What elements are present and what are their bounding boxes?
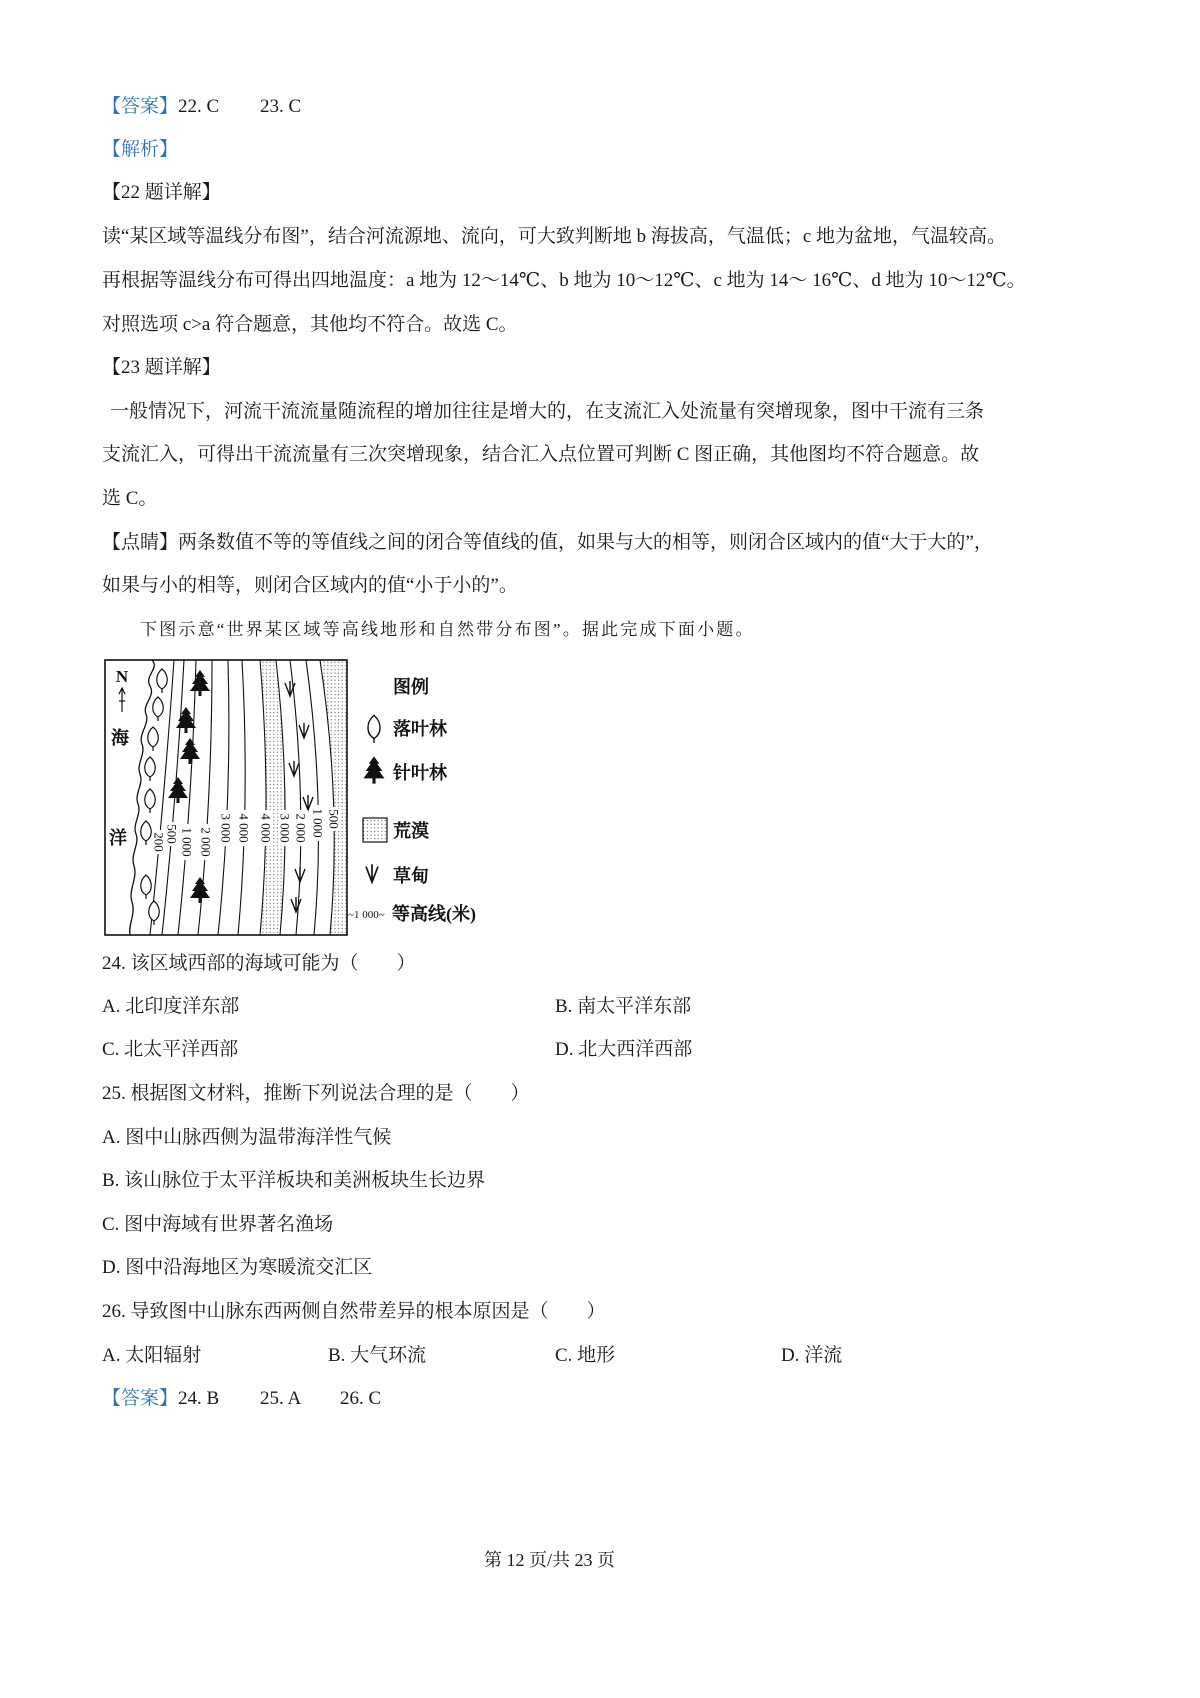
contour-label: 4 000 — [236, 813, 252, 843]
contour-label: 200 — [151, 832, 167, 852]
contour-line — [238, 660, 245, 935]
north-arrow-icon — [119, 688, 125, 712]
answer-label: 【答案】 — [102, 96, 179, 117]
contour-label: 2 000 — [293, 813, 309, 843]
contour-label: 4 000 — [258, 813, 274, 843]
sea-label: 海 — [111, 728, 129, 748]
coniferous-forest-icon — [168, 777, 188, 803]
question-stem: 26. 导致图中山脉东西两侧自然带差异的根本原因是（ ） — [102, 1301, 606, 1322]
legend-label: 等高线(米) — [392, 904, 476, 924]
q22-heading: 【22 题详解】 — [102, 182, 221, 203]
question-option: D. 洋流 — [781, 1345, 843, 1366]
question-option: C. 地形 — [555, 1345, 616, 1366]
question-stem: 25. 根据图文材料，推断下列说法合理的是（ ） — [102, 1083, 530, 1104]
q23-line: 选 C。 — [102, 488, 158, 509]
contour-label: 1 000 — [310, 808, 326, 838]
meadow-icon — [289, 761, 299, 776]
legend-label: 落叶林 — [393, 719, 447, 739]
deciduous-forest-icon — [145, 757, 156, 781]
answer-item: 24. B — [178, 1388, 220, 1409]
q22-line: 对照选项 c>a 符合题意，其他均不符合。故选 C。 — [102, 314, 518, 335]
question-stem: 24. 该区域西部的海域可能为（ ） — [102, 953, 416, 974]
question-option: B. 该山脉位于太平洋板块和美洲板块生长边界 — [102, 1170, 486, 1191]
contour-line — [218, 660, 229, 935]
deciduous-forest-icon — [145, 789, 156, 813]
contour-line-icon: ~1 000~ — [348, 909, 385, 921]
meadow-icon — [299, 723, 309, 738]
contour-label: 3 000 — [218, 813, 234, 843]
contour-line — [290, 660, 301, 935]
question-option: A. 太阳辐射 — [102, 1345, 202, 1366]
coniferous-forest-icon — [190, 670, 210, 696]
answer-item: 23. C — [260, 96, 302, 117]
answer-item: 25. A — [260, 1388, 302, 1409]
legend-title: 图例 — [393, 677, 429, 697]
question-option: A. 北印度洋东部 — [102, 996, 240, 1017]
meadow-icon — [295, 867, 305, 882]
deciduous-forest-icon — [157, 669, 168, 693]
coniferous-forest-icon — [364, 756, 385, 783]
tip-line: 两条数值不等的等值线之间的闭合等值线的值，如果与大的相等，则闭合区域内的值“大于大的”， — [178, 532, 993, 553]
question-option: C. 图中海域有世界著名渔场 — [102, 1214, 334, 1235]
tip-label: 【点睛】 — [102, 532, 179, 553]
desert-area — [260, 660, 285, 935]
contour-natural-zone-map — [100, 654, 500, 939]
meadow-icon — [291, 897, 301, 912]
question-option: B. 大气环流 — [328, 1345, 427, 1366]
question-option: C. 北太平洋西部 — [102, 1039, 239, 1060]
deciduous-forest-icon — [148, 727, 159, 751]
page-footer: 第 12 页/共 23 页 — [484, 1550, 616, 1570]
north-label: N — [115, 667, 129, 686]
q23-heading: 【23 题详解】 — [102, 357, 221, 378]
answer-item: 26. C — [340, 1388, 382, 1409]
contour-label: 500 — [164, 824, 180, 844]
q22-line: 再根据等温线分布可得出四地温度：a 地为 12～14℃、b 地为 10～12℃、c 地为 14～ 16℃、d 地为 10～12℃。 — [102, 270, 1026, 291]
question-option: D. 北大西洋西部 — [555, 1039, 693, 1060]
contour-label: 2 000 — [198, 827, 214, 857]
legend-label: 草甸 — [393, 866, 429, 886]
contour-label: 1 000 — [179, 827, 195, 857]
meadow-icon — [366, 864, 378, 882]
deciduous-forest-icon — [141, 821, 152, 845]
figure-intro: 下图示意“世界某区域等高线地形和自然带分布图”。据此完成下面小题。 — [140, 620, 755, 639]
coniferous-forest-icon — [190, 877, 210, 903]
deciduous-forest-icon — [368, 715, 380, 743]
q23-line: 一般情况下，河流干流流量随流程的增加往往是增大的，在支流汇入处流量有突增现象，图中干流有三条 — [110, 401, 985, 422]
sea-label: 洋 — [109, 828, 127, 848]
answer-item: 22. C — [178, 96, 220, 117]
coniferous-forest-icon — [180, 738, 200, 764]
desert-pattern-icon — [363, 818, 387, 842]
deciduous-forest-icon — [153, 697, 164, 721]
question-option: B. 南太平洋东部 — [555, 996, 692, 1017]
analysis-label: 【解析】 — [102, 139, 179, 160]
contour-label: 3 000 — [277, 813, 293, 843]
deciduous-forest-icon — [149, 901, 160, 925]
q22-line: 读“某区域等温线分布图”，结合河流源地、流向，可大致判断地 b 海拔高，气温低；c 地为盆地，气温较高。 — [102, 226, 1007, 247]
q23-line: 支流汇入，可得出干流流量有三次突增现象，结合汇入点位置可判断 C 图正确，其他图均不符合题意。故 — [102, 444, 980, 465]
question-option: D. 图中沿海地区为寒暖流交汇区 — [102, 1257, 373, 1278]
deciduous-forest-icon — [141, 875, 152, 899]
contour-label: 500 — [326, 809, 342, 829]
legend-label: 针叶林 — [393, 763, 447, 783]
legend-label: 荒漠 — [393, 821, 429, 841]
answer-label: 【答案】 — [102, 1388, 179, 1409]
tip-line: 如果与小的相等，则闭合区域内的值“小于小的”。 — [102, 575, 518, 596]
question-option: A. 图中山脉西侧为温带海洋性气候 — [102, 1127, 392, 1148]
